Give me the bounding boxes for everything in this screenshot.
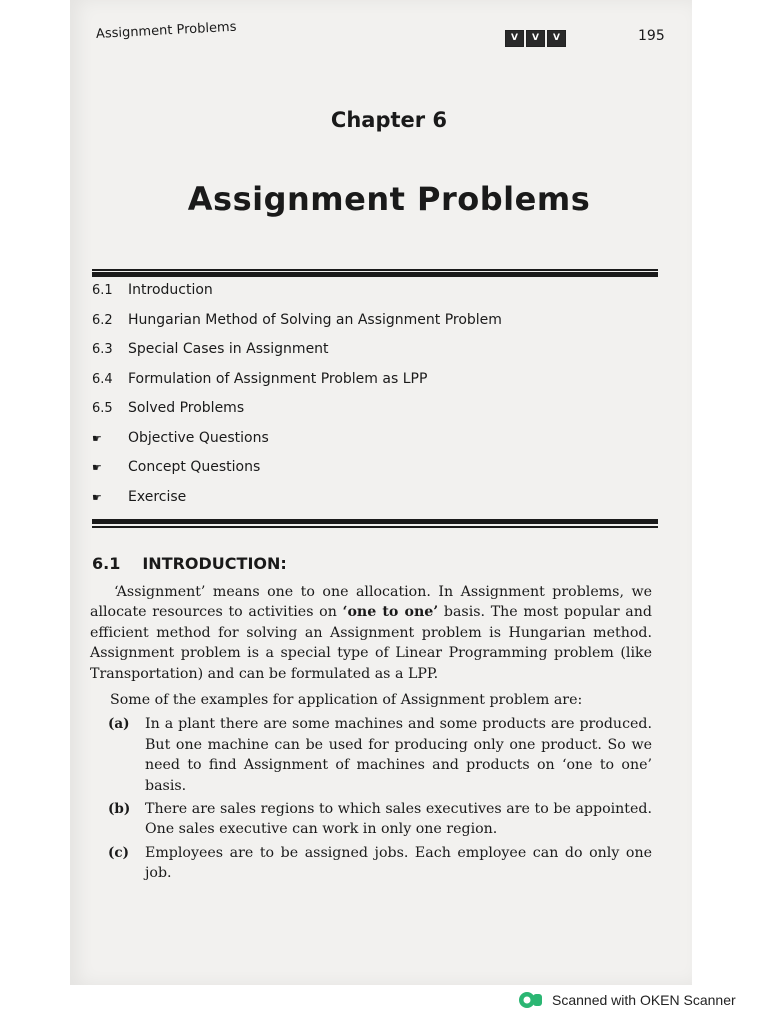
example-item <box>108 714 652 796</box>
toc-number: 6.3 <box>92 342 113 357</box>
intro-paragraph <box>90 582 652 684</box>
pointing-hand-icon: ☛ <box>92 461 102 474</box>
example-item <box>108 799 652 840</box>
toc-item <box>92 371 658 401</box>
divider-rule <box>92 269 658 271</box>
publisher-logo-mark: V <box>526 30 545 47</box>
scanner-watermark <box>518 991 736 1009</box>
toc-number: 6.2 <box>92 312 113 328</box>
toc-text: Formulation of Assignment Problem as LPP <box>128 370 428 387</box>
toc-item <box>92 489 658 519</box>
example-text: There are sales regions to which sales executives are to be appointed. One sales executive can work in only one region. <box>145 801 652 838</box>
pointing-hand-icon: ☛ <box>92 431 102 445</box>
toc-item <box>92 459 658 489</box>
toc-text: Special Cases in Assignment <box>128 341 329 357</box>
section-body <box>90 582 652 887</box>
toc-number: 6.1 <box>92 283 113 298</box>
page-number: 195 <box>638 28 665 44</box>
toc-text: Hungarian Method of Solving an Assignment Problem <box>128 311 502 328</box>
example-text: In a plant there are some machines and some products are produced. But one machine can be used for producing only one product. So we need to find Assignment of machines and products on ‘one to one’ basis. <box>145 716 652 794</box>
section-number: 6.1 <box>92 554 121 573</box>
publisher-logo-mark: V <box>505 30 524 47</box>
example-label: (b) <box>108 801 131 818</box>
toc-item <box>92 341 658 371</box>
scanner-text: Scanned with OKEN Scanner <box>552 992 736 1008</box>
toc-text: Exercise <box>128 488 187 505</box>
toc-text: Objective Questions <box>128 429 269 446</box>
intro-text: basis. The most popular and efficient method for solving an Assignment problem is Hungarian method. Assignment problem is a special type of Linear Programming problem (like Transportation) and can be formulated as a LPP. <box>90 604 652 682</box>
publisher-logo-mark: V <box>547 30 566 47</box>
intro-text: ‘Assignment’ means one to one allocation. In Assignment problems, we allocate resources to activities on <box>90 584 652 621</box>
examples-intro: Some of the examples for application of Assignment problem are: <box>110 692 583 709</box>
pointing-hand-icon: ☛ <box>92 490 102 504</box>
toc-text: Concept Questions <box>128 459 261 475</box>
example-item <box>108 843 652 884</box>
section-heading <box>92 554 287 573</box>
toc-number: 6.5 <box>92 401 113 416</box>
divider-rule <box>92 519 658 524</box>
toc-number: 6.4 <box>92 371 113 387</box>
toc-item <box>92 400 658 430</box>
example-label: (a) <box>108 716 130 733</box>
toc-item <box>92 282 658 312</box>
intro-emphasis: ‘one to one’ <box>342 604 439 621</box>
chapter-title: Assignment Problems <box>187 180 591 218</box>
chapter-contents <box>92 282 658 518</box>
toc-item <box>92 430 658 460</box>
divider-rule <box>92 526 658 528</box>
toc-text: Solved Problems <box>128 400 245 416</box>
publisher-logo <box>505 30 566 47</box>
scanner-logo-icon <box>518 991 544 1009</box>
running-title: Assignment Problems <box>95 19 237 42</box>
toc-text: Introduction <box>128 282 213 298</box>
toc-item <box>92 312 658 342</box>
example-label: (c) <box>108 844 129 861</box>
chapter-label: Chapter 6 <box>330 108 448 132</box>
example-text: Employees are to be assigned jobs. Each employee can do only one job. <box>145 844 652 882</box>
section-title: INTRODUCTION: <box>142 554 287 573</box>
divider-rule <box>92 272 658 277</box>
